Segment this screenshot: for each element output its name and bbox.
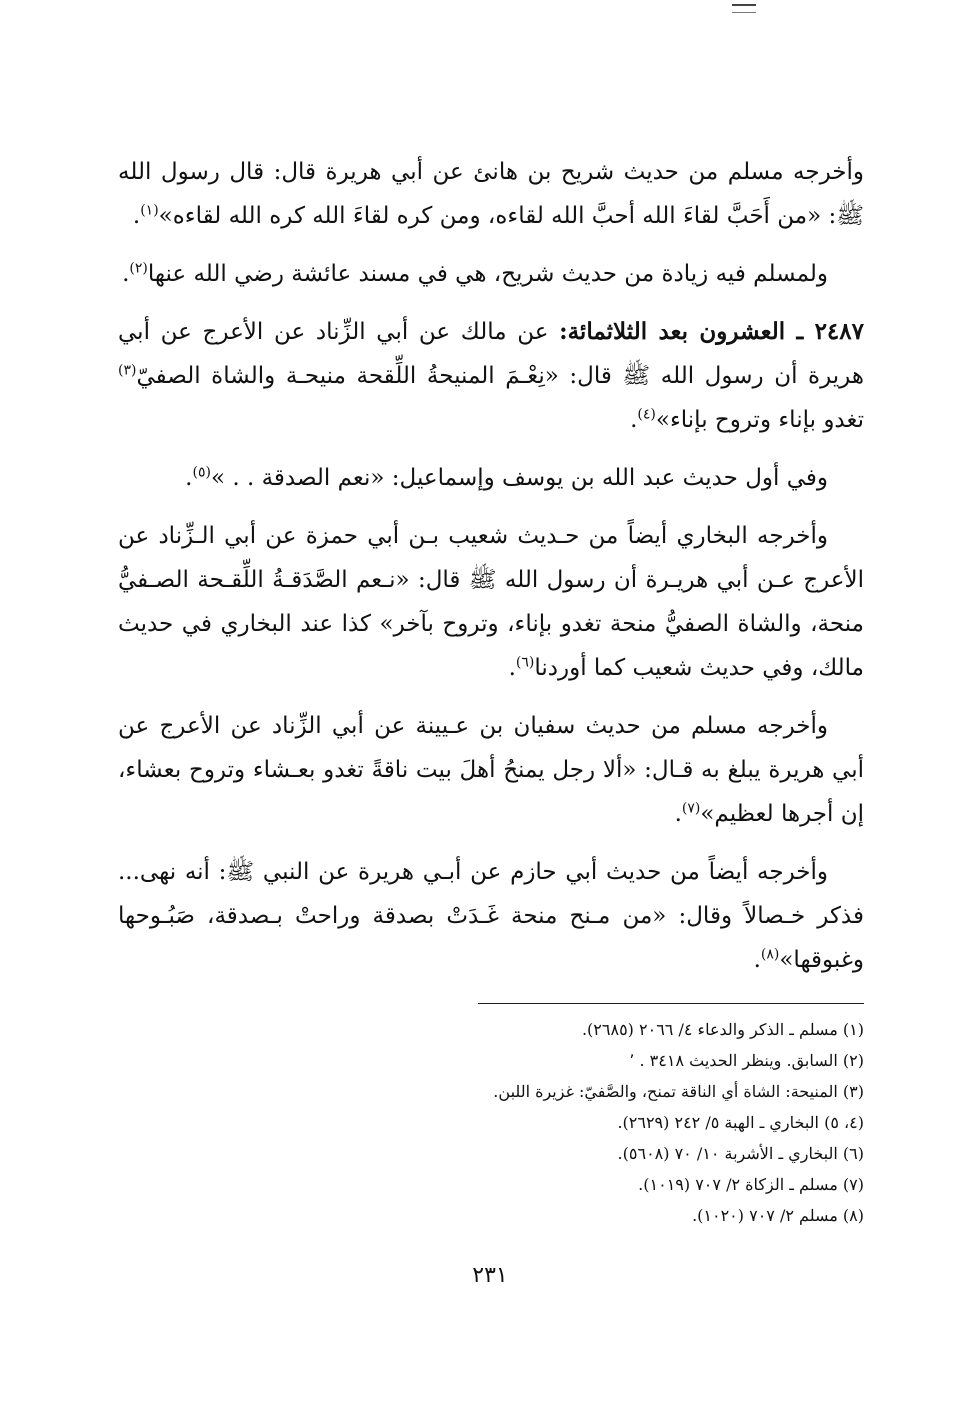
- paragraph-7: وأخرجه أيضاً من حديث أبي حازم عن أبـي هريرة عن النبي ﷺ: أنه نهى... فذكر خـصالاً وقال: «من مـنح منحة غَـدَتْ بصدقة وراحتْ بـصدقة، صَبُـوحها وغبوقها»$^{(٨)}$.: [118, 859, 864, 973]
- footnote-ref: (٥): [192, 464, 211, 481]
- scan-mark: [732, 4, 756, 13]
- footnote-ref: (٤): [637, 406, 656, 423]
- hadith-heading: ٢٤٨٧ ـ العشرون بعد الثلاثمائة:: [559, 318, 864, 345]
- paragraph-hadith-2487: ٢٤٨٧ ـ العشرون بعد الثلاثمائة: عن مالك عن أبي الزِّناد عن الأعرج عن أبي هريرة أن رسول الله ﷺ قال: «نِعْـمَ المنيحةُ اللِّقحة منيحـة والشاة الصفيّ$^{(٣)}$ تغدو بإناء وتروح بإناء»$^{(٤)}$.: [118, 318, 864, 433]
- footnote-ref: (٨): [760, 946, 780, 963]
- footnote: (٢) السابق. وينظر الحديث ٣٤١٨ . ٬: [629, 1051, 864, 1070]
- footnote: (٨) مسلم ٢/ ٧٠٧ (١٠٢٠).: [692, 1206, 864, 1225]
- footnote-divider: [478, 1003, 864, 1004]
- page-number: ٢٣١: [472, 1263, 508, 1288]
- footnote-ref: (١): [140, 202, 159, 219]
- footnotes: [364, 1014, 864, 1231]
- paragraph-6: وأخرجه مسلم من حديث سفيان بن عـيينة عن أبي الزِّناد عن الأعرج عن أبي هريرة يبلغ به قـال: «ألا رجل يمنحُ أهلَ بيت ناقةً تغدو بعـشاء وتروح بعشاء، إن أجرها لعظيم»$^{(٧)}$.: [118, 713, 864, 827]
- paragraph-1: وأخرجه مسلم من حديث شريح بن هانئ عن أبي هريرة قال: قال رسول الله ﷺ: «من أَحَبَّ لقاءَ الله أحبَّ الله لقاءه، ومن كره لقاءَ الله كره الله لقاءه»$^{(١)}$.: [118, 159, 864, 229]
- paragraph-5: وأخرجه البخاري أيضاً من حـديث شعيب بـن أبي حمزة عن أبي الـزِّناد عن الأعرج عـن أبي هريـرة أن رسول الله ﷺ قال: «نـعم الصَّدَقـةُ اللِّقـحة الصـفيُّ منحة، والشاة الصفيُّ منحة تغدو بإناء، وتروح بآخر» كذا عند البخاري في حديث مالك، وفي حديث شعيب كما أوردنا$^{(٦)}$.: [118, 523, 864, 681]
- main-text: [118, 150, 864, 996]
- footnote: (٤، ٥) البخاري ـ الهبة ٥/ ٢٤٢ (٢٦٢٩).: [617, 1113, 864, 1132]
- paragraph-2: ولمسلم فيه زيادة من حديث شريح، هي في مسند عائشة رضي الله عنها$^{(٢)}$.: [122, 260, 828, 287]
- footnote-ref: (٧): [681, 800, 701, 817]
- footnote: (٣) المنيحة: الشاة أي الناقة تمنح، والصَّفيّ: غزيرة اللبن.: [493, 1082, 864, 1101]
- footnote: (٧) مسلم ـ الزكاة ٢/ ٧٠٧ (١٠١٩).: [638, 1175, 864, 1194]
- paragraph-4: وفي أول حديث عبد الله بن يوسف وإسماعيل: «نعم الصدقة . . »$^{(٥)}$.: [185, 464, 828, 491]
- footnote-ref: (٢): [129, 260, 148, 277]
- footnote: (٦) البخاري ـ الأشربة ١٠/ ٧٠ (٥٦٠٨).: [617, 1144, 864, 1163]
- footnote-ref: (٦): [515, 654, 535, 671]
- footnote: (١) مسلم ـ الذكر والدعاء ٤/ ٢٠٦٦ (٢٦٨٥).: [581, 1020, 864, 1039]
- footnote-ref: (٣): [118, 362, 137, 379]
